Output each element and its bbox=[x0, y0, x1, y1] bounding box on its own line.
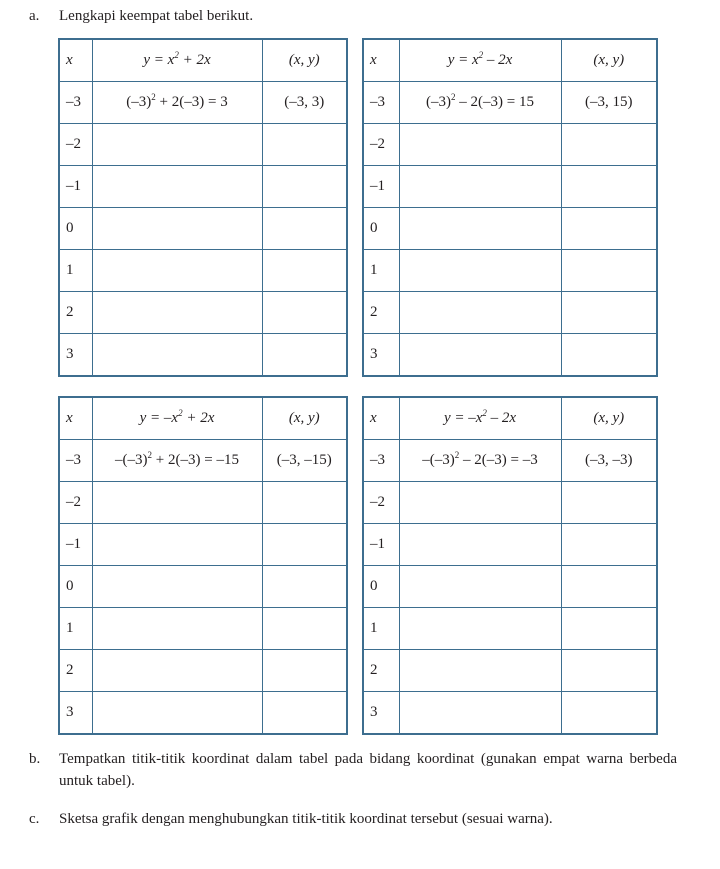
x-value-cell: –2 bbox=[59, 482, 92, 524]
table-row bbox=[59, 166, 347, 208]
calculation-cell bbox=[399, 440, 561, 482]
calculation-exponent: 2 bbox=[151, 92, 156, 102]
function-suffix: – 2x bbox=[486, 410, 517, 426]
table-row bbox=[363, 250, 657, 292]
point-cell bbox=[262, 608, 347, 650]
point-cell bbox=[262, 124, 347, 166]
calculation-cell bbox=[399, 82, 561, 124]
point-cell bbox=[561, 334, 657, 377]
point-cell bbox=[262, 482, 347, 524]
table-row bbox=[363, 692, 657, 735]
table-row bbox=[363, 650, 657, 692]
table-row bbox=[59, 334, 347, 377]
calculation-exponent: 2 bbox=[454, 450, 460, 460]
calculation-cell bbox=[399, 692, 561, 735]
x-value-cell: 3 bbox=[363, 334, 399, 377]
header-x: x bbox=[363, 39, 399, 82]
x-value-cell: 3 bbox=[363, 692, 399, 735]
x-value-cell: 2 bbox=[59, 650, 92, 692]
table-row bbox=[363, 82, 657, 124]
table-header-row bbox=[59, 39, 347, 82]
x-value-cell: 1 bbox=[363, 250, 399, 292]
x-value-cell: –2 bbox=[363, 482, 399, 524]
calculation-cell bbox=[92, 334, 262, 377]
calculation-cell bbox=[399, 250, 561, 292]
calculation-cell bbox=[399, 166, 561, 208]
calculation-rest: – 2(–3) = –3 bbox=[459, 452, 538, 468]
table-row bbox=[59, 524, 347, 566]
calculation-base: –(–3) bbox=[115, 452, 148, 468]
point-cell bbox=[561, 482, 657, 524]
calculation-cell bbox=[399, 482, 561, 524]
point-cell bbox=[262, 692, 347, 735]
header-point: (x, y) bbox=[561, 39, 657, 82]
calculation-cell bbox=[92, 82, 262, 124]
calculation-cell bbox=[399, 608, 561, 650]
x-value-cell: –3 bbox=[363, 440, 399, 482]
point-cell bbox=[561, 250, 657, 292]
header-x: x bbox=[59, 39, 92, 82]
table-row bbox=[59, 608, 347, 650]
table-row bbox=[59, 566, 347, 608]
x-value-cell: 2 bbox=[363, 292, 399, 334]
calculation-cell bbox=[399, 208, 561, 250]
calculation-cell bbox=[399, 124, 561, 166]
table-row bbox=[363, 166, 657, 208]
table-header-row bbox=[363, 39, 657, 82]
calculation-cell bbox=[92, 292, 262, 334]
point-cell bbox=[561, 524, 657, 566]
calculation-cell bbox=[92, 608, 262, 650]
instruction-c bbox=[29, 808, 669, 832]
calculation-base: (–3) bbox=[426, 94, 452, 110]
point-cell bbox=[561, 692, 657, 735]
calculation-cell bbox=[92, 166, 262, 208]
x-value-cell: –1 bbox=[363, 524, 399, 566]
calculation-cell bbox=[92, 250, 262, 292]
header-function bbox=[399, 397, 561, 440]
x-value-cell: 2 bbox=[59, 292, 92, 334]
table-header-row bbox=[363, 397, 657, 440]
header-function bbox=[92, 397, 262, 440]
table-row bbox=[363, 334, 657, 377]
point-cell bbox=[561, 650, 657, 692]
table-row bbox=[363, 608, 657, 650]
header-point: (x, y) bbox=[262, 39, 347, 82]
calculation-cell bbox=[92, 482, 262, 524]
header-function bbox=[399, 39, 561, 82]
instruction-a-text: Lengkapi keempat tabel berikut. bbox=[59, 8, 254, 24]
header-x: x bbox=[59, 397, 92, 440]
x-value-cell: 0 bbox=[59, 208, 92, 250]
calculation-rest: + 2(–3) = –15 bbox=[152, 452, 239, 468]
function-table-1 bbox=[58, 38, 348, 377]
instruction-a-label: a. bbox=[29, 8, 40, 24]
calculation-rest: + 2(–3) = 3 bbox=[155, 94, 228, 110]
point-cell: (–3, –3) bbox=[561, 440, 657, 482]
table-row bbox=[363, 208, 657, 250]
function-suffix: + 2x bbox=[182, 410, 215, 426]
x-value-cell: 2 bbox=[363, 650, 399, 692]
table-row bbox=[59, 292, 347, 334]
function-prefix: y = –x bbox=[139, 410, 179, 426]
calculation-exponent: 2 bbox=[451, 92, 456, 102]
function-exponent: 2 bbox=[482, 408, 487, 418]
function-table-4 bbox=[362, 396, 658, 735]
table-row bbox=[59, 482, 347, 524]
point-cell bbox=[262, 566, 347, 608]
calculation-cell bbox=[92, 124, 262, 166]
x-value-cell: 3 bbox=[59, 692, 92, 735]
function-exponent: 2 bbox=[174, 50, 179, 60]
x-value-cell: –2 bbox=[59, 124, 92, 166]
calculation-cell bbox=[92, 440, 262, 482]
instruction-c-label: c. bbox=[29, 811, 40, 827]
instruction-b bbox=[29, 748, 677, 798]
table-row bbox=[59, 440, 347, 482]
calculation-cell bbox=[399, 650, 561, 692]
point-cell bbox=[262, 334, 347, 377]
table-row bbox=[59, 250, 347, 292]
table-row bbox=[59, 124, 347, 166]
table-row bbox=[59, 692, 347, 735]
function-prefix: y = –x bbox=[443, 410, 483, 426]
instruction-b-label: b. bbox=[29, 751, 41, 767]
table-row bbox=[59, 650, 347, 692]
x-value-cell: 3 bbox=[59, 334, 92, 377]
header-x: x bbox=[363, 397, 399, 440]
point-cell bbox=[561, 566, 657, 608]
calculation-base: (–3) bbox=[126, 94, 152, 110]
table-row bbox=[59, 208, 347, 250]
point-cell: (–3, 15) bbox=[561, 82, 657, 124]
table-row bbox=[363, 440, 657, 482]
point-cell bbox=[262, 524, 347, 566]
x-value-cell: –3 bbox=[363, 82, 399, 124]
point-cell bbox=[561, 208, 657, 250]
point-cell bbox=[262, 208, 347, 250]
x-value-cell: –2 bbox=[363, 124, 399, 166]
point-cell bbox=[561, 608, 657, 650]
point-cell bbox=[561, 124, 657, 166]
instruction-c-text: Sketsa grafik dengan menghubungkan titik-titik koordinat tersebut (sesuai warna). bbox=[59, 811, 553, 827]
table-row bbox=[363, 524, 657, 566]
function-exponent: 2 bbox=[178, 408, 183, 418]
function-table-3 bbox=[58, 396, 348, 735]
point-cell: (–3, 3) bbox=[262, 82, 347, 124]
table-row bbox=[363, 566, 657, 608]
x-value-cell: –1 bbox=[59, 524, 92, 566]
calculation-cell bbox=[399, 292, 561, 334]
x-value-cell: –3 bbox=[59, 440, 92, 482]
point-cell bbox=[262, 250, 347, 292]
calculation-base: –(–3) bbox=[422, 452, 455, 468]
calculation-cell bbox=[399, 566, 561, 608]
header-point: (x, y) bbox=[262, 397, 347, 440]
calculation-rest: – 2(–3) = 15 bbox=[455, 94, 534, 110]
calculation-cell bbox=[92, 650, 262, 692]
x-value-cell: 0 bbox=[363, 566, 399, 608]
table-row bbox=[59, 82, 347, 124]
calculation-cell bbox=[399, 334, 561, 377]
calculation-cell bbox=[92, 692, 262, 735]
x-value-cell: 0 bbox=[59, 566, 92, 608]
calculation-cell bbox=[92, 566, 262, 608]
function-suffix: + 2x bbox=[178, 52, 211, 68]
x-value-cell: 1 bbox=[59, 608, 92, 650]
function-prefix: y = x bbox=[143, 52, 175, 68]
calculation-cell bbox=[399, 524, 561, 566]
calculation-cell bbox=[92, 208, 262, 250]
point-cell bbox=[561, 166, 657, 208]
instruction-b-text: Tempatkan titik-titik koordinat dalam tabel pada bidang koordinat (gunakan empat warna berbeda untuk tabel). bbox=[59, 751, 677, 789]
point-cell: (–3, –15) bbox=[262, 440, 347, 482]
table-row bbox=[363, 124, 657, 166]
x-value-cell: –1 bbox=[363, 166, 399, 208]
point-cell bbox=[262, 650, 347, 692]
instruction-a bbox=[29, 5, 669, 29]
point-cell bbox=[262, 166, 347, 208]
x-value-cell: 1 bbox=[363, 608, 399, 650]
function-prefix: y = x bbox=[447, 52, 479, 68]
function-table-2 bbox=[362, 38, 658, 377]
table-row bbox=[363, 482, 657, 524]
x-value-cell: 1 bbox=[59, 250, 92, 292]
x-value-cell: –1 bbox=[59, 166, 92, 208]
point-cell bbox=[561, 292, 657, 334]
table-header-row bbox=[59, 397, 347, 440]
x-value-cell: 0 bbox=[363, 208, 399, 250]
function-suffix: – 2x bbox=[483, 52, 513, 68]
calculation-exponent: 2 bbox=[147, 450, 153, 460]
header-point: (x, y) bbox=[561, 397, 657, 440]
function-exponent: 2 bbox=[478, 50, 484, 60]
header-function bbox=[92, 39, 262, 82]
calculation-cell bbox=[92, 524, 262, 566]
point-cell bbox=[262, 292, 347, 334]
table-row bbox=[363, 292, 657, 334]
x-value-cell: –3 bbox=[59, 82, 92, 124]
